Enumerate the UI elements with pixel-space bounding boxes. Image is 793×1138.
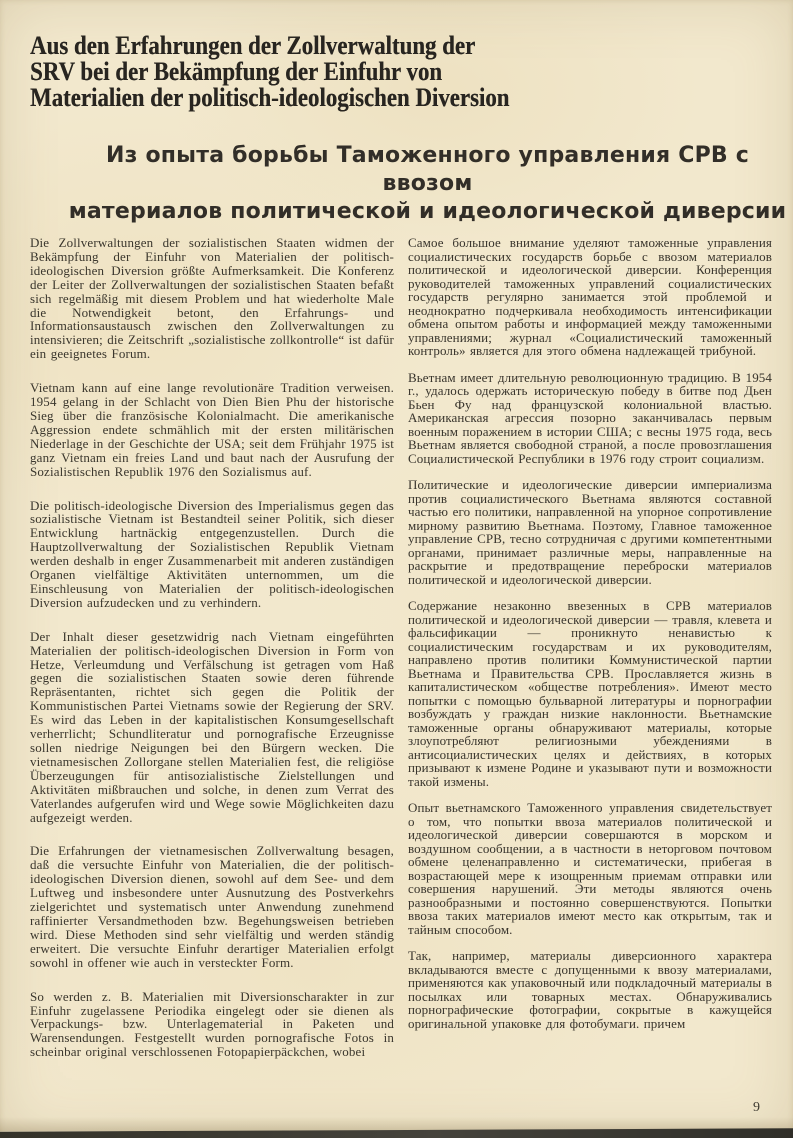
russian-paragraph-4: Содержание незаконно ввезенных в СРВ материалов политической и идеологической диверсии — травля, клевета и фальсификации — проникнуто ненавистью к социалистическим государствам и их руководителям, направлено против политики Коммунистической партии Вьетнама и Правительства СРВ. Прославляется жизнь в капиталистическом «обществе потребления». Имеют место попытки с помощью бульварной литературы и порнографии возбуждать у граждан низкие наклонности. Вьетнамские таможенные органы обнаруживают материалы, которые злоупотребляют религиозными убеждениями в антисоциалистических целях и действиях, в которых призывают к измене Родине и указывают пути и возможности такой измены. (408, 598, 772, 789)
german-paragraph-3: Die politisch-ideologische Diversion des Imperialismus gegen das sozialistische Vietnam ist Bestandteil seiner Politik, sich dieser Entwicklung hartnäckig entgegenzustellen. Durch die Hauptzollverwaltung der Sozialistischen Republik Vietnam werden deshalb in enger Zusammenarbeit mit anderen zuständigen Organen vielfältige Aktivitäten unternommen, um die Einschleusung von Materialien der politisch-ideologischen Diversion aufzudecken und zu verhindern. (30, 497, 394, 610)
german-title-line-1: Aus den Erfahrungen der Zollverwaltung der (30, 31, 476, 60)
russian-paragraph-1: Самое большое внимание уделяют таможенные управления социалистических государств борьбе с ввозом материалов политической и идеологической диверсии. Конференция руководителей таможенных управлений социалистических государств регулярно занимается этой проблемой и неоднократно подчеркивала необходимость интенсификации обмена опытом работы и информацией между таможенными управлениями; журнал «Социалистический таможенный контроль» является для этого обмена надлежащей трибуной. (408, 235, 772, 358)
russian-title-line-2: материалов политической и идеологической диверсии (68, 199, 787, 224)
german-paragraph-6: So werden z. B. Materialien mit Diversionscharakter in zur Einfuhr zugelassene Periodika eingelegt oder sie dienen als Verpackungs- bzw. Unterlagematerial in Paketen und Warensendungen. Festgestellt wurden pornografische Fotos in scheinbar original verschlossenen Fotopapierpäckchen, wobei (30, 988, 394, 1060)
russian-paragraph-5: Опыт вьетнамского Таможенного управления свидетельствует о том, что попытки ввоза материалов политической и идеологической диверсии совершаются в морском и воздушном сообщении, а в частности в неторговом почтовом обмене целенаправленно и систематически, прибегая в возрастающей мере к изощренным приемам отправки или совершения нарушений. Эти методы являются очень разнообразными и постоянно совершенствуются. Попытки ввоза таких материалов имеют место как открытым, так и тайным способом. (408, 800, 772, 937)
german-paragraph-2: Vietnam kann auf eine lange revolutionäre Tradition verweisen. 1954 gelang in der Schlacht von Dien Bien Phu der historische Sieg über die französische Kolonialmacht. Die amerikanische Aggression endete schmählich mit der ersten militärischen Niederlage in der Geschichte der USA; seit dem Frühjahr 1975 ist ganz Vietnam ein freies Land und baut nach der Ausrufung der Sozialistischen Republik 1976 den Sozialismus auf. (30, 380, 394, 479)
russian-paragraph-2: Вьетнам имеет длительную революционную традицию. В 1954 г., удалось одержать историческую победу в битве под Дьен Бьен Фу над французской колониальной властью. Американская агрессия позорно заканчивалась первым военным поражением в истории США; с весны 1975 года, весь Вьетнам является свободной страной, а после провозглашения Социалистической Республики в 1976 году строит социализм. (408, 369, 772, 466)
german-paragraph-5: Die Erfahrungen der vietnamesischen Zollverwaltung besagen, daß die versuchte Einfuhr von Materialien, die der politisch-ideologischen Diversion dienen, sowohl auf dem See- und dem Luftweg und insbesondere unter Ausnutzung des Postverkehrs zielgerichtet und systematisch unter Anwendung zunehmend raffinierter Versandmethoden bzw. Begehungsweisen betrieben wird. Diese Methoden sind sehr vielfältig und werden ständig erweitert. Die versuchte Einfuhr derartiger Materialien erfolgt sowohl in offener wie auch in versteckter Form. (30, 843, 394, 970)
german-article-title (30, 33, 509, 111)
russian-text-column (408, 236, 772, 1079)
russian-paragraph-3: Политические и идеологические диверсии империализма против социалистического Вьетнама являются составной частью его политики, направленной на упорное сопротивление мирному развитию Вьетнама. Поэтому, Главное таможенное управление СРВ, тесно сотрудничая с другими компетентными органами, принимает различные меры, направленные на раскрытие и предотвращение переброски материалов политической и идеологической диверсии. (408, 477, 772, 587)
russian-article-title (0, 142, 793, 226)
two-column-body (30, 236, 772, 1079)
german-title-line-3: Materialien der politisch-ideologischen Diversion (30, 83, 510, 112)
german-text-column (30, 236, 394, 1079)
page-number: 9 (753, 1100, 760, 1115)
german-paragraph-1: Die Zollverwaltungen der sozialistischen Staaten widmen der Bekämpfung der Einfuhr von Materialien der politisch-ideologischen Diversion größte Aufmerksamkeit. Die Konferenz der Leiter der Zollverwaltungen der sozialistischen Staaten befaßt sich regelmäßig mit diesem Problem und hat wiederholte Male die Notwendigkeit betont, den Erfahrungs- und Informationsaustausch zwischen den Zollverwaltungen zu intensivieren; die Zeitschrift „sozialistische zollkontrolle“ ist dafür ein geeignetes Forum. (30, 235, 394, 362)
german-title-line-2: SRV bei der Bekämpfung der Einfuhr von (30, 57, 442, 86)
russian-title-line-1: Из опыта борьбы Таможенного управления СРВ с ввозом (106, 143, 749, 196)
german-paragraph-4: Der Inhalt dieser gesetzwidrig nach Vietnam eingeführten Materialien der politisch-ideologischen Diversion in Form von Hetze, Verleumdung und Verfälschung ist getragen vom Haß gegen die sozialistischen Staaten sowie deren führende Repräsentanten, richtet sich gegen die Politik der Kommunistischen Partei Vietnams sowie der Regierung der SRV. Es wird das Leben in der kapitalistischen Konsumgesellschaft verherrlicht; Schundliteratur und pornografische Erzeugnisse sollen niedrige Neigungen bei den Bürgern wecken. Die vietnamesischen Zollorgane stellen Materialien fest, die religiöse Überzeugungen für antisozialistische Zielstellungen und Aktivitäten mißbrauchen und solche, in denen zum Verrat des Vaterlandes aufgerufen wird und Wege sowie Möglichkeiten dazu aufgezeigt werden. (30, 628, 394, 825)
russian-paragraph-6: Так, например, материалы диверсионного характера вкладываются вместе с допущенными к ввозу материалами, применяются как упаковочный или подкладочный материалы в посылках или товарных местах. Обнаруживались порнографические фотографии, сокрытые в кажущейся оригинальной упаковке для фотобумаги. причем (408, 948, 772, 1031)
